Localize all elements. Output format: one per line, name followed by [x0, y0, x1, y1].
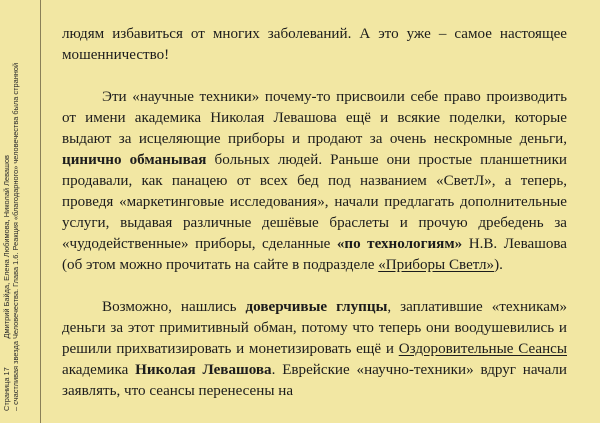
- running-footer-line-1: [2, 6, 11, 411]
- paragraph-1-text: людям избавиться от многих заболеваний. А это уже – самое настоящее мошенничество!: [62, 26, 567, 63]
- paragraph-3-text-b: , заплатившие «техникам» деньги за этот примитивный обман, потому что теперь они воодушевились и решили прихватизировать и монетизировать ещё и: [62, 299, 568, 357]
- running-footer: [2, 6, 20, 411]
- paragraph-2-text-d: ).: [494, 257, 503, 273]
- paragraph-2-text-b: больных людей. Раньше они простые планшетники продавали, как панацею от всех бед под названием «СветЛ», а теперь, проведя «маркетинговые исследования», начали предлагать дополнительные услуги, выдавая различные дешёвые браслеты и прочую дребедень за «чудодейственные» приборы, сделанные: [62, 152, 567, 252]
- paragraph-2: [62, 87, 567, 276]
- ozdorovitelnye-seansy-link[interactable]: Оздоровительные Сеансы: [398, 341, 567, 357]
- document-body: [62, 24, 567, 402]
- paragraph-3-bold-b: Николая Левашова: [135, 362, 272, 378]
- paragraph-2-text-a: Эти «научные техники» почему-то присвоили себе право производить от имени академика Николая Левашова ещё и всякие поделки, которые выдают за исцеляющие приборы и продают за очень нескромные деньги,: [62, 89, 567, 147]
- paragraph-1: [62, 24, 567, 66]
- paragraph-3-text-c: академика: [62, 362, 136, 378]
- paragraph-2-bold-b: «по технологиям»: [336, 236, 463, 252]
- paragraph-3-text-d: . Еврейские «научно-техники» вдруг начали заявлять, что сеансы перенесены на: [62, 362, 568, 399]
- page-sidebar: [0, 0, 42, 423]
- paragraph-3: [62, 297, 567, 402]
- paragraph-2-bold-a: цинично обманывая: [62, 152, 207, 168]
- paragraph-2-text-c: Н.В. Левашова (об этом можно прочитать на сайте в подразделе: [62, 236, 567, 273]
- sidebar-divider: [40, 0, 41, 423]
- authors-line: Дмитрий Байда, Елена Любимова, Николай Левашов: [2, 155, 11, 339]
- pribory-svetl-link[interactable]: «Приборы Светл»: [378, 257, 495, 273]
- page-number: Страница 17: [2, 367, 11, 411]
- running-footer-line-2: – счастливая звезда Человечества. Глава 1.6. Реакция «благодарного» человечества была странной: [11, 62, 21, 411]
- paragraph-3-bold-a: доверчивые глупцы: [245, 299, 388, 315]
- paragraph-3-text-a: Возможно, нашлись: [102, 299, 246, 315]
